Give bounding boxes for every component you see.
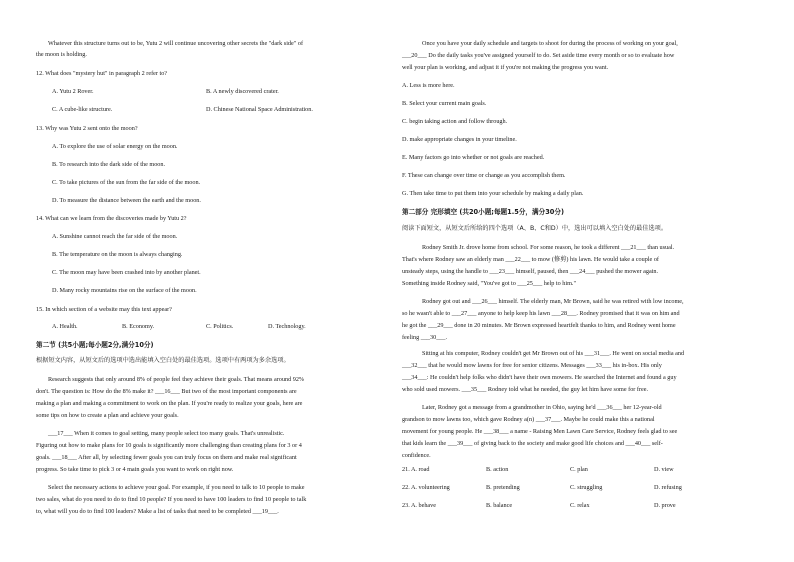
option-b: B. Economy. <box>122 323 155 330</box>
cloze-line: ___34___: He couldn't help folks who didn't have their own mowers. He searched the Internet and found a guy <box>402 374 677 381</box>
option-a: A. Yutu 2 Rover. <box>52 88 94 95</box>
option-f: F. These can change over time or change as you accomplish them. <box>402 172 566 179</box>
section-instruction: 根据短文内容，从短文后的选项中选出能填入空白处的最佳选项。选项中有两项为多余选项。 <box>36 357 290 364</box>
answer-option: C. struggling <box>570 484 603 491</box>
passage-line: well your plan is working, and adjust it if you're not making the progress you want. <box>402 64 609 71</box>
option-b: B. A newly discovered crater. <box>206 88 279 95</box>
cloze-line: movement for young people. He ___38___ a name - Raising Men Lawn Care Service, Rodney feels glad to see <box>402 428 678 435</box>
cloze-line: ___32___ that he would mow lawns for free for senior citizens. Messages ___33___ his in-box. His only <box>402 362 662 369</box>
option-e: E. Many factors go into whether or not goals are reached. <box>402 154 545 161</box>
passage-line: Research suggests that only around 8% of people feel they achieve their goals. That means around 92% <box>48 376 305 383</box>
cloze-line: Later, Rodney got a message from a grandmother in Ohio, saying he'd ___36___ her 12-year-old <box>422 404 662 411</box>
passage-line: goals. ___18___ After all, by selecting fewer goals you can truly focus on them and make real significant <box>36 454 297 461</box>
cloze-line: that kids learn the ___39___ of giving back to the society and make good life choices and ___40___ self- <box>402 440 663 447</box>
part-instruction: 阅读下面短文，从短文后所给的四个选项（A、B、C和D）中，选出可以填入空白处的最佳选项。 <box>402 225 668 232</box>
cloze-line: confidence. <box>402 452 431 459</box>
passage-line: making a plan and making a commitment to work on the plan. If you're ready to realize your goals, here are <box>36 400 303 407</box>
passage-line: ___20___ Do the daily tasks you've assigned yourself to do. Set aside time every month or so to evaluate how <box>402 52 675 59</box>
answer-option: C. plan <box>570 466 588 473</box>
cloze-line: unsteady steps, using the handle to ___23___ himself, paused, then ___24___ pushed the mower again. <box>402 268 659 275</box>
question-stem: 12. What does "mystery hut" in paragraph 2 refer to? <box>36 70 168 77</box>
intro-line: the moon is holding. <box>36 51 87 58</box>
option-c: C. The moon may have been crashed into by another planet. <box>52 269 201 276</box>
cloze-line: That's where Rodney saw an elderly man ___22___ to mow (修剪) his lawn. He would take a couple of <box>402 256 659 263</box>
option-a: A. To explore the use of solar energy on the moon. <box>52 143 178 150</box>
option-d: D. Chinese National Space Administration. <box>206 106 313 113</box>
answer-option: B. action <box>486 466 509 473</box>
cloze-line: he got the ___29___ done in 20 minutes. Mr Brown expressed heartfelt thanks to him, and Rodney went home <box>402 322 676 329</box>
answer-option: D. refusing <box>654 484 682 491</box>
passage-line: Once you have your daily schedule and targets to shoot for during the process of working on your goal, <box>422 40 678 47</box>
option-a: A. Less is more here. <box>402 82 455 89</box>
passage-line: Select the necessary actions to achieve your goal. For example, if you need to talk to 10 people to make <box>48 484 305 491</box>
passage-line: to, what will you do to find 100 leaders? Make a list of tasks that need to be completed ___19___. <box>36 508 279 515</box>
intro-line: Whatever this structure turns out to be, Yutu 2 will continue uncovering other secrets the "dark side" of <box>48 40 304 47</box>
answer-option: C. relax <box>570 502 590 509</box>
answer-option: D. view <box>654 466 674 473</box>
cloze-line: Sitting at his computer, Rodney couldn't get Mr Brown out of his ___31___. He went on social media and <box>422 350 685 357</box>
answer-option: B. pretending <box>486 484 520 491</box>
option-a: A. Health. <box>52 323 78 330</box>
passage-line: ___17___ When it comes to goal setting, many people select too many goals. That's unrealistic. <box>48 430 285 437</box>
answer-option: 21. A. road <box>402 466 430 473</box>
passage-line: Figuring out how to make plans for 10 goals is significantly more challenging than creating plans for 3 or 4 <box>36 442 302 449</box>
cloze-line: Rodney Smith Jr. drove home from school. For some reason, he took a different ___21___ than usual. <box>422 244 675 251</box>
option-d: D. Many rocky mountains rise on the surface of the moon. <box>52 287 197 294</box>
passage-line: some tips on how to create a plan and achieve your goals. <box>36 412 179 419</box>
option-d: D. make appropriate changes in your timeline. <box>402 136 517 143</box>
cloze-line: so he wasn't able to ___27___ anyone to help keep his lawn ___28___. Rodney promised that it was on him and <box>402 310 680 317</box>
cloze-line: Something inside Rodney said, "You've got to ___25___ help to him." <box>402 280 576 287</box>
option-b: B. Select your current main goals. <box>402 100 487 107</box>
option-a: A. Sunshine cannot reach the far side of the moon. <box>52 233 178 240</box>
cloze-line: who sold used mowers. ___35___ Rodney told what he needed, the guy let him have some for free. <box>402 386 649 393</box>
cloze-line: grandson to mow lawns too, which gave Rodney a(n) ___37___. Maybe he could make this a national <box>402 416 655 423</box>
question-stem: 14. What can we learn from the discoveries made by Yutu 2? <box>36 215 187 222</box>
option-b: B. The temperature on the moon is always changing. <box>52 251 183 258</box>
question-stem: 13. Why was Yutu 2 sent onto the moon? <box>36 125 138 132</box>
option-c: C. Politics. <box>206 323 234 330</box>
question-stem: 15. In which section of a website may this text appear? <box>36 306 172 313</box>
option-c: C. A cube-like structure. <box>52 106 113 113</box>
part-title: 第二部分 完形填空 (共20小题;每题1.5分，满分30分) <box>402 208 564 216</box>
answer-option: D. prove <box>654 502 676 509</box>
passage-line: progress. So take time to pick 3 or 4 main goals you want to work on right now. <box>36 466 234 473</box>
section-title: 第二节 (共5小题;每小题2分,满分10分) <box>36 341 154 349</box>
option-g: G. Then take time to put them into your schedule by making a daily plan. <box>402 190 584 197</box>
option-b: B. To research into the dark side of the moon. <box>52 161 166 168</box>
passage-line: don't. The question is: How do the 8% make it? ___16___ But two of the most important components are <box>36 388 297 395</box>
option-c: C. begin taking action and follow through. <box>402 118 508 125</box>
passage-line: two sales, what do you need to do to find 10 people? If you need to have 100 leaders to find 10 people to talk <box>36 496 307 503</box>
answer-option: B. balance <box>486 502 513 509</box>
answer-option: 23. A. behave <box>402 502 437 509</box>
option-c: C. To take pictures of the sun from the far side of the moon. <box>52 179 201 186</box>
option-d: D. To measure the distance between the earth and the moon. <box>52 197 201 204</box>
cloze-line: feeling ___30___. <box>402 334 448 341</box>
option-d: D. Technology. <box>268 323 306 330</box>
cloze-line: Rodney got out and ___26___ himself. The elderly man, Mr Brown, said he was retired with low income, <box>422 298 684 305</box>
answer-option: 22. A. volunteering <box>402 484 450 491</box>
